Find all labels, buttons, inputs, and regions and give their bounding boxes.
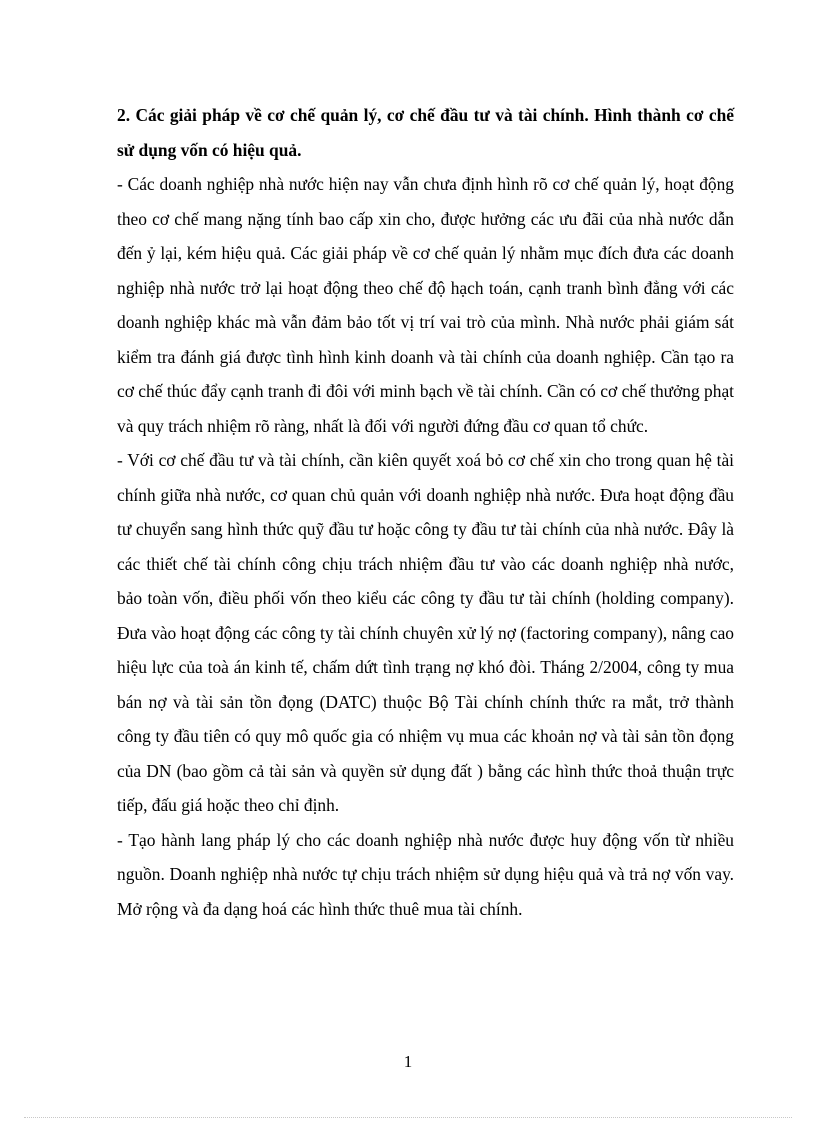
page-bottom-divider bbox=[24, 1117, 792, 1118]
page-number: 1 bbox=[403, 1052, 413, 1071]
section-heading: 2. Các giải pháp về cơ chế quản lý, cơ chế đầu tư và tài chính. Hình thành cơ chế sử dụng vốn có hiệu quả. bbox=[117, 105, 734, 160]
document-body bbox=[117, 98, 734, 926]
paragraph-management-mechanism: - Các doanh nghiệp nhà nước hiện nay vẫn chưa định hình rõ cơ chế quản lý, hoạt động theo cơ chế mang nặng tính bao cấp xin cho, được hưởng các ưu đãi của nhà nước dẫn đến ỷ lại, kém hiệu quả. Các giải pháp về cơ chế quản lý nhằm mục đích đưa các doanh nghiệp nhà nước trở lại hoạt động theo chế độ hạch toán, cạnh tranh bình đẳng với các doanh nghiệp khác mà vẫn đảm bảo tốt vị trí vai trò của mình. Nhà nước phải giám sát kiểm tra đánh giá được tình hình kinh doanh và tài chính của doanh nghiệp. Cần tạo ra cơ chế thúc đẩy cạnh tranh đi đôi với minh bạch về tài chính. Cần có cơ chế thưởng phạt và quy trách nhiệm rõ ràng, nhất là đối với người đứng đầu cơ quan tổ chức. bbox=[117, 174, 734, 436]
paragraph-investment-finance: - Với cơ chế đầu tư và tài chính, cần kiên quyết xoá bỏ cơ chế xin cho trong quan hệ tài chính giữa nhà nước, cơ quan chủ quản với doanh nghiệp nhà nước. Đưa hoạt động đầu tư chuyển sang hình thức quỹ đầu tư hoặc công ty đầu tư tài chính của nhà nước. Đây là các thiết chế tài chính công chịu trách nhiệm đầu tư vào các doanh nghiệp nhà nước, bảo toàn vốn, điều phối vốn theo kiểu các công ty đầu tư tài chính (holding company). Đưa vào hoạt động các công ty tài chính chuyên xử lý nợ (factoring company), nâng cao hiệu lực của toà án kinh tế, chấm dứt tình trạng nợ khó đòi. Tháng 2/2004, công ty mua bán nợ và tài sản tồn đọng (DATC) thuộc Bộ Tài chính chính thức ra mắt, trở thành công ty đầu tiên có quy mô quốc gia có nhiệm vụ mua các khoản nợ và tài sản tồn đọng của DN (bao gồm cả tài sản và quyền sử dụng đất ) bằng các hình thức thoả thuận trực tiếp, đấu giá hoặc theo chỉ định. bbox=[117, 450, 734, 815]
paragraph-legal-framework: - Tạo hành lang pháp lý cho các doanh nghiệp nhà nước được huy động vốn từ nhiều nguồn. Doanh nghiệp nhà nước tự chịu trách nhiệm sử dụng hiệu quả và trả nợ vốn vay. Mở rộng và đa dạng hoá các hình thức thuê mua tài chính. bbox=[117, 829, 734, 919]
